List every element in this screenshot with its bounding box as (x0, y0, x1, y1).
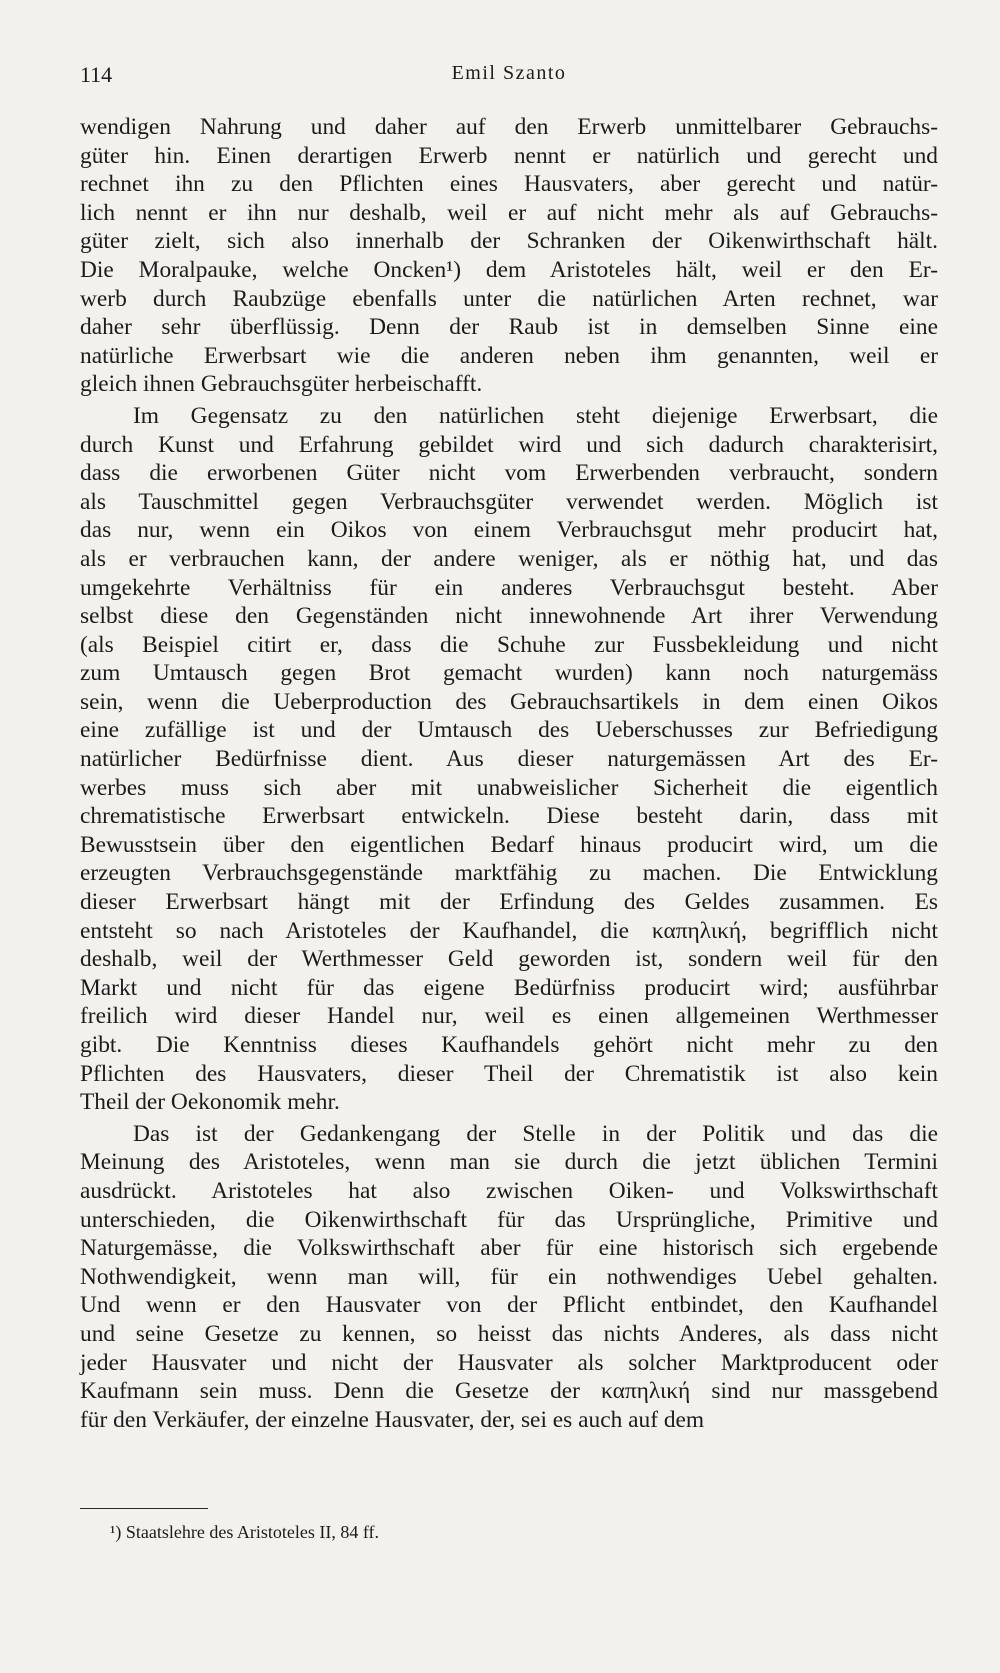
paragraph (80, 402, 938, 1117)
text-line: umgekehrte Verhältniss für ein anderes Verbrauchsgut besteht. Aber (80, 574, 938, 601)
text-line: eine zufällige ist und der Umtausch des Ueberschusses zur Befriedigung (80, 717, 938, 744)
text-line: chrematistische Erwerbsart entwickeln. Diese besteht darin, dass mit (80, 803, 938, 830)
text-line: Und wenn er den Hausvater von der Pflicht entbindet, den Kaufhandel (80, 1292, 938, 1319)
text-line: entsteht so nach Aristoteles der Kaufhandel, die καπηλική, begrifflich nicht (80, 917, 938, 944)
body-text (80, 113, 938, 1437)
text-line: natürlicher Bedürfnisse dient. Aus dieser naturgemässen Art des Er- (80, 746, 938, 773)
text-line: als er verbrauchen kann, der andere weniger, als er nöthig hat, und das (80, 545, 938, 572)
footnote-divider (80, 1508, 208, 1509)
text-line: jeder Hausvater und nicht der Hausvater als solcher Marktproducent oder (80, 1349, 938, 1376)
text-line: und seine Gesetze zu kennen, so heisst das nichts Anderes, als dass nicht (80, 1320, 938, 1347)
text-line: wendigen Nahrung und daher auf den Erwerb unmittelbarer Gebrauchs- (80, 114, 938, 140)
text-line: güter hin. Einen derartigen Erwerb nennt er natürlich und gerecht und (80, 142, 938, 169)
text-line: Nothwendigkeit, wenn man will, für ein nothwendiges Uebel gehalten. (80, 1263, 938, 1290)
text-line: zum Umtausch gegen Brot gemacht wurden) kann noch naturgemäss (80, 660, 938, 687)
text-line: werbes muss sich aber mit unabweislicher Sicherheit die eigentlich (80, 774, 938, 801)
footnotes (110, 1520, 930, 1544)
text-line: daher sehr überflüssig. Denn der Raub ist in demselben Sinne eine (80, 314, 938, 341)
footnote: ¹) Staatslehre des Aristoteles II, 84 ff. (110, 1522, 379, 1542)
text-line: freilich wird dieser Handel nur, weil es einen allgemeinen Werthmesser (80, 1003, 938, 1030)
text-line: Meinung des Aristoteles, wenn man sie durch die jetzt üblichen Termini (80, 1149, 938, 1176)
page-number: 114 (80, 62, 113, 87)
text-line: lich nennt er ihn nur deshalb, weil er auf nicht mehr als auf Gebrauchs- (80, 199, 938, 226)
text-line: güter zielt, sich also innerhalb der Schranken der Oikenwirthschaft hält. (80, 228, 938, 255)
text-line: Markt und nicht für das eigene Bedürfniss producirt wird; ausführbar (80, 974, 938, 1001)
text-line: werb durch Raubzüge ebenfalls unter die natürlichen Arten rechnet, war (80, 285, 938, 312)
text-line: (als Beispiel citirt er, dass die Schuhe zur Fussbekleidung und nicht (80, 631, 938, 658)
text-line: deshalb, weil der Werthmesser Geld geworden ist, sondern weil für den (80, 946, 938, 973)
text-line: Pflichten des Hausvaters, dieser Theil der Chrematistik ist also kein (80, 1060, 938, 1087)
text-line: dass die erworbenen Güter nicht vom Erwerbenden verbraucht, sondern (80, 460, 938, 487)
text-line: erzeugten Verbrauchsgegenstände marktfähig zu machen. Die Entwicklung (80, 860, 938, 887)
text-line: Die Moralpauke, welche Oncken¹) dem Aristoteles hält, weil er den Er- (80, 256, 938, 283)
text-line: rechnet ihn zu den Pflichten eines Hausvaters, aber gerecht und natür- (80, 171, 938, 198)
text-line: das nur, wenn ein Oikos von einem Verbrauchsgut mehr producirt hat, (80, 517, 938, 544)
paragraph (80, 113, 938, 399)
text-line: unterschieden, die Oikenwirthschaft für das Ursprüngliche, Primitive und (80, 1206, 938, 1233)
text-line: dieser Erwerbsart hängt mit der Erfindung des Geldes zusammen. Es (80, 889, 938, 916)
text-line: für den Verkäufer, der einzelne Hausvater, der, sei es auch auf dem (80, 1406, 705, 1433)
running-title: Emil Szanto (451, 62, 567, 84)
text-line: durch Kunst und Erfahrung gebildet wird und sich dadurch charakterisirt, (80, 431, 938, 458)
paragraph (80, 1120, 938, 1435)
text-line: Kaufmann sein muss. Denn die Gesetze der καπηλική sind nur massgebend (80, 1378, 938, 1405)
text-line: gibt. Die Kenntniss dieses Kaufhandels gehört nicht mehr zu den (80, 1032, 938, 1058)
text-line: Naturgemässe, die Volkswirthschaft aber für eine historisch sich ergebende (80, 1235, 938, 1262)
text-line: gleich ihnen Gebrauchsgüter herbeischafft. (80, 371, 483, 398)
text-line: Das ist der Gedankengang der Stelle in der Politik und das die (133, 1120, 938, 1147)
text-line: als Tauschmittel gegen Verbrauchsgüter verwendet werden. Möglich ist (80, 488, 938, 515)
text-line: Im Gegensatz zu den natürlichen steht diejenige Erwerbsart, die (133, 402, 938, 429)
text-line: Bewusstsein über den eigentlichen Bedarf hinaus producirt wird, um die (80, 831, 938, 858)
text-line: natürliche Erwerbsart wie die anderen neben ihm genannten, weil er (80, 342, 938, 369)
text-line: selbst diese den Gegenständen nicht innewohnende Art ihrer Verwendung (80, 603, 938, 630)
text-line: ausdrückt. Aristoteles hat also zwischen Oiken- und Volkswirthschaft (80, 1177, 938, 1204)
text-line: sein, wenn die Ueberproduction des Gebrauchsartikels in dem einen Oikos (80, 688, 938, 715)
page-header (80, 62, 938, 88)
text-line: Theil der Oekonomik mehr. (80, 1089, 340, 1116)
